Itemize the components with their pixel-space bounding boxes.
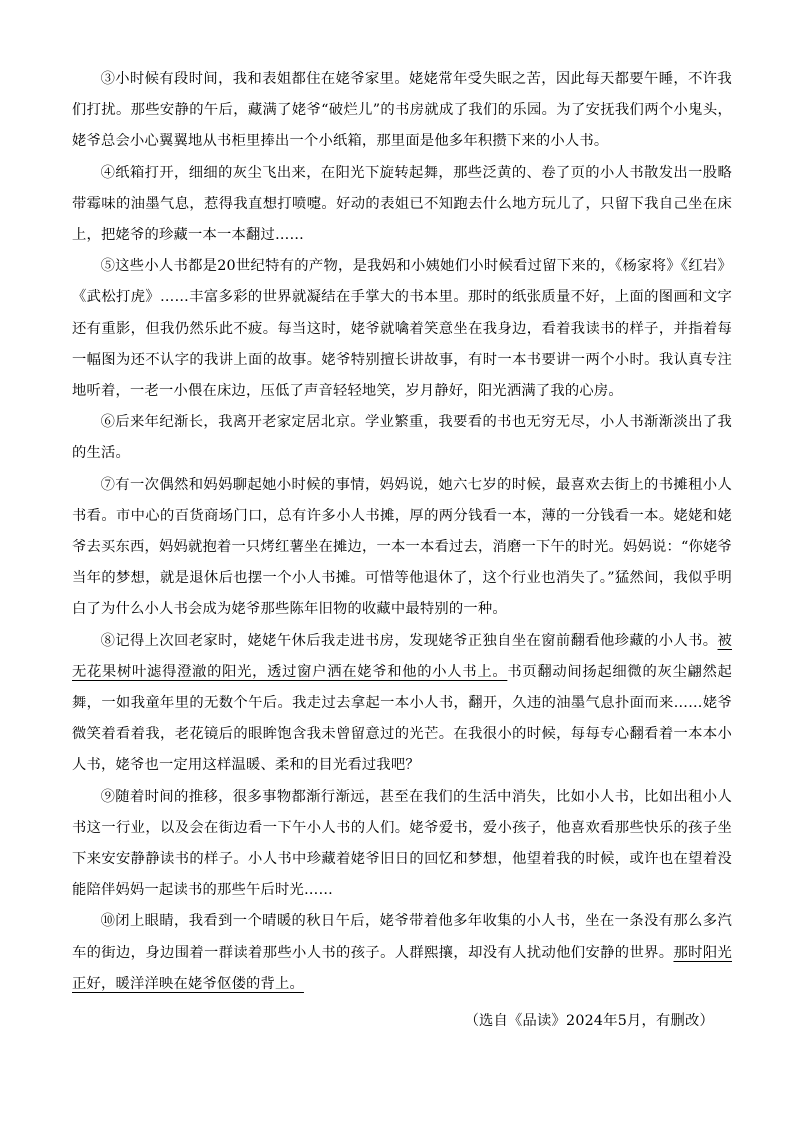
paragraph-4 xyxy=(72,158,732,252)
paragraph-6 xyxy=(72,407,732,469)
paragraph-text: ⑥后来年纪渐长，我离开老家定居北京。学业繁重，我要看的书也无穷无尽，小人书渐渐淡出了我的生活。 xyxy=(72,414,732,462)
underlined-sentence: 被无花果树叶滤得澄澈的阳光，透过窗户洒在姥爷和他的小人书上。 xyxy=(72,632,732,680)
paragraph-9 xyxy=(72,782,732,907)
paragraph-8 xyxy=(72,626,732,782)
article-body xyxy=(72,64,732,1000)
source-citation: （选自《品读》2024年5月，有删改） xyxy=(464,1013,714,1030)
paragraph-text: ⑨随着时间的推移，很多事物都渐行渐远，甚至在我们的生活中消失，比如小人书，比如出租小人书这一行业，以及会在街边看一下午小人书的人们。姥爷爱书，爱小孩子，他喜欢看那些快乐的孩子坐下来安安静静读书的样子。小人书中珍藏着姥爷旧日的回忆和梦想，他望着我的时候，或许也在望着没能陪伴妈妈一起读书的那些午后时光…… xyxy=(72,788,732,899)
paragraph-text: ③小时候有段时间，我和表姐都住在姥爷家里。姥姥常年受失眠之苦，因此每天都要午睡，不许我们打扰。那些安静的午后，藏满了姥爷“破烂儿”的书房就成了我们的乐园。为了安抚我们两个小鬼头，姥爷总会小心翼翼地从书柜里捧出一个小纸箱，那里面是他多年积攒下来的小人书。 xyxy=(72,71,732,150)
document-page xyxy=(72,64,732,1037)
paragraph-7 xyxy=(72,470,732,626)
paragraph-3 xyxy=(72,64,732,158)
underlined-sentence: 那时阳光正好，暖洋洋映在姥爷伛偻的背上。 xyxy=(72,944,732,992)
paragraph-5 xyxy=(72,251,732,407)
paragraph-10 xyxy=(72,906,732,1000)
paragraph-text: ⑩闭上眼睛，我看到一个晴暖的秋日午后，姥爷带着他多年收集的小人书，坐在一条没有那么多汽车的街边，身边围着一群读着那些小人书的孩子。人群熙攘，却没有人扰动他们安静的世界。 xyxy=(72,913,732,961)
paragraph-text: ⑦有一次偶然和妈妈聊起她小时候的事情，妈妈说，她六七岁的时候，最喜欢去街上的书摊租小人书看。市中心的百货商场门口，总有许多小人书摊，厚的两分钱看一本，薄的一分钱看一本。姥姥和姥爷去买东西，妈妈就抱着一只烤红薯坐在摊边，一本一本看过去，消磨一下午的时光。妈妈说：“你姥爷当年的梦想，就是退休后也摆一个小人书摊。可惜等他退休了，这个行业也消失了。”猛然间，我似乎明白了为什么小人书会成为姥爷那些陈年旧物的收藏中最特别的一种。 xyxy=(72,476,732,618)
paragraph-text: ⑧记得上次回老家时，姥姥午休后我走进书房，发现姥爷正独自坐在窗前翻看他珍藏的小人书。 xyxy=(100,632,718,649)
paragraph-text: ⑤这些小人书都是20世纪特有的产物，是我妈和小姨她们小时候看过留下来的，《杨家将》《红岩》《武松打虎》……丰富多彩的世界就凝结在手掌大的书本里。那时的纸张质量不好，上面的图画和文字还有重影，但我仍然乐此不疲。每当这时，姥爷就噙着笑意坐在我身边，看着我读书的样子，并指着每一幅图为还不认字的我讲上面的故事。姥爷特别擅长讲故事，有时一本书要讲一两个小时。我认真专注地听着，一老一小偎在床边，压低了声音轻轻地笑，岁月静好，阳光洒满了我的心房。 xyxy=(72,258,732,400)
paragraph-text: 书页翻动间扬起细微的灰尘翩然起舞，一如我童年里的无数个午后。我走过去拿起一本小人书，翻开，久违的油墨气息扑面而来……姥爷微笑着看着我，老花镜后的眼眸饱含我未曾留意过的光芒。在我很小的时候，每每专心翻看着一本本小人书，姥爷也一定用这样温暖、柔和的目光看过我吧？ xyxy=(72,663,733,774)
paragraph-text: ④纸箱打开，细细的灰尘飞出来，在阳光下旋转起舞，那些泛黄的、卷了页的小人书散发出一股略带霉味的油墨气息，惹得我直想打喷嚏。好动的表姐已不知跑去什么地方玩儿了，只留下我自己坐在床上，把姥爷的珍藏一本一本翻过…… xyxy=(72,164,732,244)
